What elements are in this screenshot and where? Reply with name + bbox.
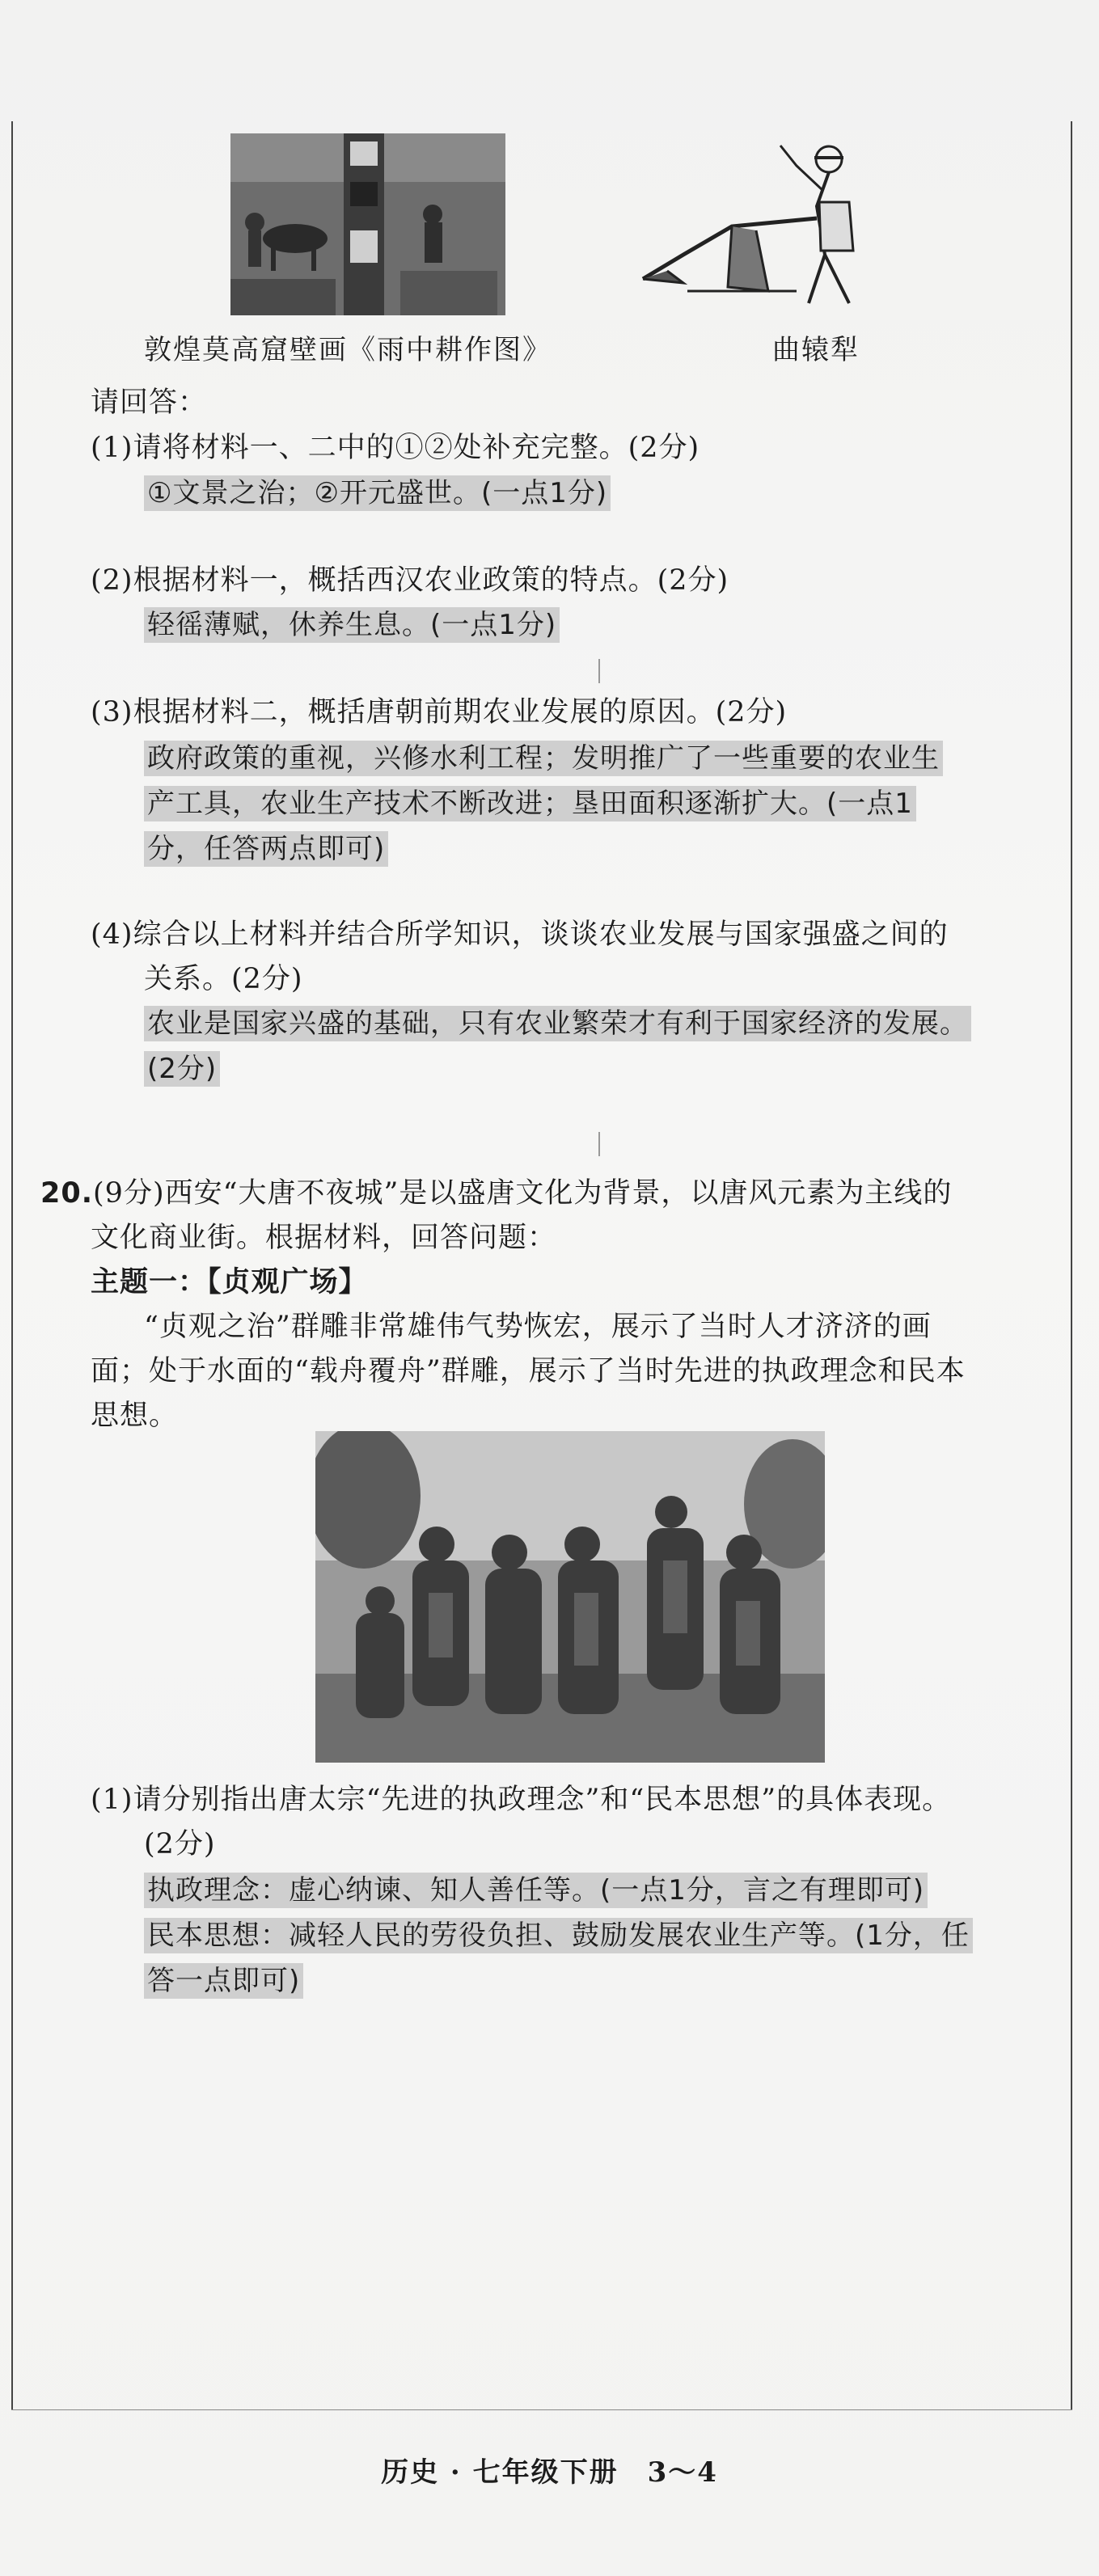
- q20-sub1-answer-line3: [144, 1958, 303, 1998]
- q20-paragraph-line2: 面；处于水面的“载舟覆舟”群雕，展示了当时先进的执政理念和民本: [91, 1355, 966, 1387]
- answer-text: 农业是国家兴盛的基础，只有农业繁荣才有利于国家经济的发展。: [144, 1006, 971, 1041]
- q19-sub3-answer-line2: [144, 781, 916, 821]
- sculpture-photo: [315, 1431, 825, 1763]
- q19-sub3-answer-line1: [144, 736, 943, 775]
- q20-sub1-question-line1: (1)请分别指出唐太宗“先进的执政理念”和“民本思想”的具体表现。: [91, 1784, 952, 1816]
- q20-sub1-question-line2: (2分): [144, 1828, 216, 1860]
- answer-text: 产工具，农业生产技术不断改进；垦田面积逐渐扩大。(一点1: [144, 786, 916, 821]
- q20-sub1-answer-line1: [144, 1868, 928, 1907]
- q20-intro-line2: 文化商业街。根据材料，回答问题：: [91, 1222, 557, 1254]
- q20-paragraph-line1: “贞观之治”群雕非常雄伟气势恢宏，展示了当时人才济济的画: [144, 1311, 932, 1343]
- answer-text: 轻徭薄赋，休养生息。(一点1分): [144, 607, 560, 643]
- question-number: 20.: [40, 1177, 94, 1210]
- plough-caption: 曲辕犁: [772, 334, 860, 366]
- q19-sub4-answer-line2: [144, 1046, 220, 1086]
- q19-prompt: 请回答：: [91, 386, 208, 419]
- answer-text: 政府政策的重视，兴修水利工程；发明推广了一些重要的农业生: [144, 741, 943, 776]
- left-margin-rule: [11, 121, 13, 2409]
- q20-intro-line1: [40, 1171, 952, 1211]
- q19-sub4-answer-line1: [144, 1001, 971, 1041]
- bottom-rule: [11, 2409, 1072, 2410]
- q20-sub1-answer-line2: [144, 1913, 973, 1953]
- q20-intro-text: (9分)西安“大唐不夜城”是以盛唐文化为背景，以唐风元素为主线的: [93, 1177, 953, 1210]
- q19-sub4-question-line2: 关系。(2分): [144, 963, 303, 995]
- q19-sub3-answer-line3: [144, 826, 388, 866]
- answer-text: ①文景之治；②开元盛世。(一点1分): [144, 475, 611, 511]
- q19-sub3-question: (3)根据材料二，概括唐朝前期农业发展的原因。(2分): [91, 696, 788, 728]
- scan-mark: [598, 659, 600, 683]
- mural-caption: 敦煌莫高窟壁画《雨中耕作图》: [144, 334, 552, 366]
- answer-text: 民本思想：减轻人民的劳役负担、鼓励发展农业生产等。(1分，任: [144, 1918, 973, 1953]
- q19-sub1-question: (1)请将材料一、二中的①②处补充完整。(2分): [91, 432, 700, 464]
- answer-text: 执政理念：虚心纳谏、知人善任等。(一点1分，言之有理即可): [144, 1873, 928, 1908]
- answer-text: 分，任答两点即可): [144, 831, 388, 867]
- scan-mark: [598, 1132, 600, 1156]
- answer-text: 答一点即可): [144, 1963, 303, 1999]
- answer-text: (2分): [144, 1051, 220, 1087]
- page-footer: 历史 · 七年级下册 3～4: [381, 2456, 718, 2489]
- q19-sub2-question: (2)根据材料一，概括西汉农业政策的特点。(2分): [91, 564, 729, 597]
- q20-paragraph-line3: 思想。: [91, 1400, 179, 1432]
- q20-theme-heading: 主题一：【贞观广场】: [91, 1266, 368, 1299]
- q19-sub4-question-line1: (4)综合以上材料并结合所学知识，谈谈农业发展与国家强盛之间的: [91, 918, 949, 951]
- plough-image: [635, 141, 914, 315]
- mural-image: [230, 133, 505, 315]
- q19-sub1-answer: [144, 471, 611, 510]
- right-margin-rule: [1071, 121, 1072, 2409]
- q19-sub2-answer: [144, 602, 560, 642]
